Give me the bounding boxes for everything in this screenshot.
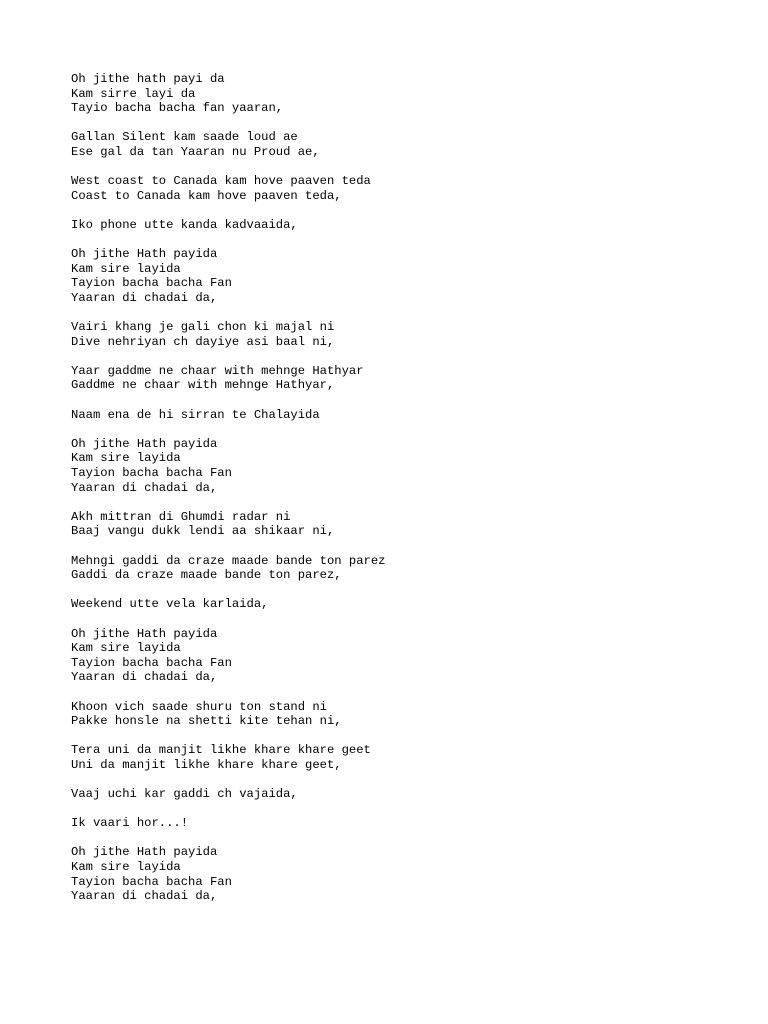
lyric-line: Yaaran di chadai da, (71, 480, 218, 495)
lyric-line: Ik vaari hor...! (71, 816, 189, 831)
lyric-line: Gaddi da craze maade bande ton parez, (71, 568, 342, 583)
lyric-line: Tayion bacha bacha Fan (71, 466, 232, 481)
lyric-line: Kam sire layida (71, 860, 181, 875)
stanza (71, 597, 386, 612)
stanza (71, 408, 386, 423)
lyric-line: West coast to Canada kam hove paaven teda (71, 174, 371, 189)
lyric-line: Coast to Canada kam hove paaven teda, (71, 188, 342, 203)
lyric-line: Vaaj uchi kar gaddi ch vajaida, (71, 787, 298, 802)
lyric-line: Kam sire layida (71, 261, 181, 276)
stanza (71, 364, 386, 393)
lyric-line: Uni da manjit likhe khare khare geet, (71, 757, 342, 772)
lyric-line: Yaar gaddme ne chaar with mehnge Hathyar (71, 363, 364, 378)
stanza (71, 72, 386, 116)
lyric-line: Tayion bacha bacha Fan (71, 655, 232, 670)
stanza (71, 218, 386, 233)
chorus-stanza (71, 247, 386, 305)
lyric-line: Vairi khang je gali chon ki majal ni (71, 320, 335, 335)
lyric-line: Kam sirre layi da (71, 86, 196, 101)
chorus-stanza (71, 627, 386, 685)
stanza (71, 174, 386, 203)
lyric-line: Oh jithe hath payi da (71, 72, 225, 86)
lyric-line: Kam sire layida (71, 641, 181, 656)
lyric-line: Akh mittran di Ghumdi radar ni (71, 509, 291, 524)
stanza (71, 320, 386, 349)
lyric-line: Yaaran di chadai da, (71, 290, 218, 305)
lyrics-text (71, 72, 386, 918)
chorus-stanza (71, 845, 386, 903)
lyric-line: Oh jithe Hath payida (71, 436, 218, 451)
lyric-line: Yaaran di chadai da, (71, 889, 218, 904)
lyric-line: Oh jithe Hath payida (71, 845, 218, 860)
lyric-line: Tayion bacha bacha Fan (71, 874, 232, 889)
stanza (71, 510, 386, 539)
lyric-line: Dive nehriyan ch dayiye asi baal ni, (71, 334, 335, 349)
lyric-line: Gaddme ne chaar with mehnge Hathyar, (71, 378, 335, 393)
stanza (71, 130, 386, 159)
chorus-stanza (71, 437, 386, 495)
lyric-line: Tera uni da manjit likhe khare khare geet (71, 743, 371, 758)
lyric-line: Mehngi gaddi da craze maade bande ton parez (71, 553, 386, 568)
lyric-line: Khoon vich saade shuru ton stand ni (71, 699, 327, 714)
stanza (71, 787, 386, 802)
lyric-line: Oh jithe Hath payida (71, 626, 218, 641)
lyric-line: Weekend utte vela karlaida, (71, 597, 269, 612)
stanza (71, 816, 386, 831)
stanza (71, 554, 386, 583)
lyric-line: Naam ena de hi sirran te Chalayida (71, 407, 320, 422)
stanza (71, 700, 386, 729)
lyric-line: Ese gal da tan Yaaran nu Proud ae, (71, 144, 320, 159)
lyric-line: Tayio bacha bacha fan yaaran, (71, 101, 284, 116)
lyric-line: Baaj vangu dukk lendi aa shikaar ni, (71, 524, 335, 539)
stanza (71, 743, 386, 772)
lyric-line: Gallan Silent kam saade loud ae (71, 130, 298, 145)
lyric-line: Pakke honsle na shetti kite tehan ni, (71, 714, 342, 729)
lyric-line: Tayion bacha bacha Fan (71, 276, 232, 291)
lyric-line: Kam sire layida (71, 451, 181, 466)
lyric-line: Iko phone utte kanda kadvaaida, (71, 217, 298, 232)
lyric-line: Yaaran di chadai da, (71, 670, 218, 685)
lyric-line: Oh jithe Hath payida (71, 247, 218, 262)
